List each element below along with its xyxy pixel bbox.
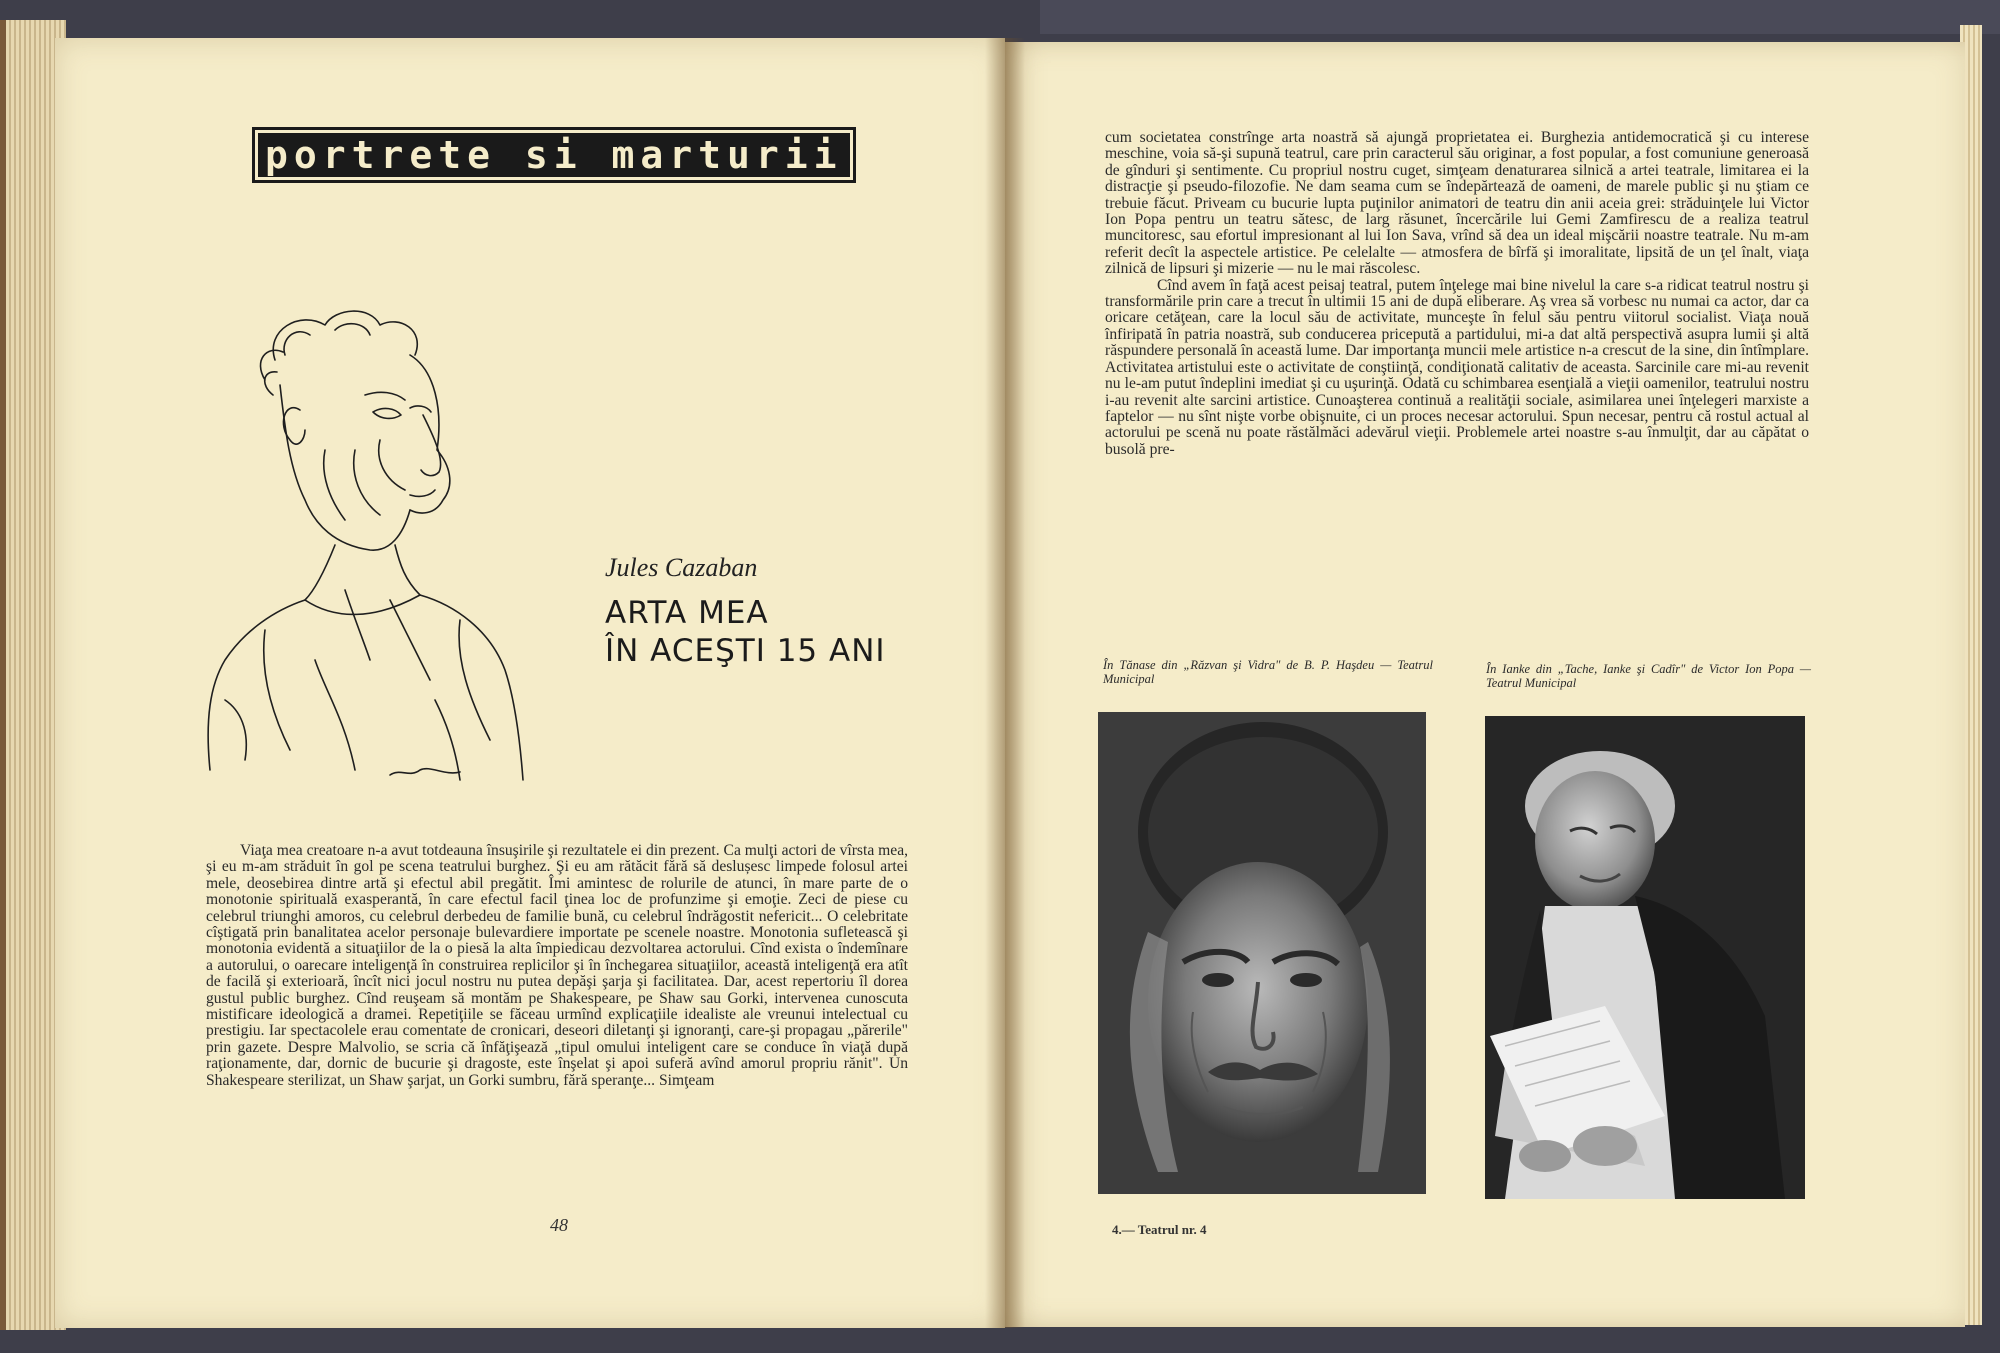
left-body-text: Viaţa mea creatoare n-a avut totdeauna însuşirile şi rezultatele ei din prezent. Ca mulţi actori de vîrsta mea, şi eu m-am străduit în gol pe scena teatrului burghez. Şi eu am rătăcit fără să deslușesc limpede folosul artei mele, deosebirea dintre artă şi efectul abil pregătit. Îmi amintesc de rolurile de atunci, în mare parte de o monotonie spirituală exasperantă, în care efectul facil ţinea loc de profunzime şi emoţie. Zeci de piese cu celebrul triunghi amoros, cu celebrul derbedeu de familie bună, cu celebrul îndrăgostit nefericit... O celebritate cîştigată prin banalitatea acelor personaje bulevardiere importate pe scenele noastre. Monotonia sufletească şi monotonia evidentă a situaţiilor de la o piesă la alta împiedicau dezvoltarea actorului. Cînd exista o îndemînare a autorului, o oarecare inteligenţă în construirea replicilor şi în închegarea situaţiilor, această inteligenţă era atît de facilă şi exterioară, încît nici jocul nostru nu putea depăşi şarja şi facilitatea. Dar, acest repertoriu îl dorea gustul public burghez. Cînd reuşeam să montăm pe Shakespeare, pe Shaw sau Gorki, intervenea cunoscuta mistificare ideologică a dramei. Repetiţiile se făceau urmînd explicaţiile idealiste ale vreunui intelectual cu prestigiu. Iar spectacolele erau comentate de cronicari, deseori diletanţi şi ignoranţi, care-şi propagau „părerile" prin gazete. Despre Malvolio, se scria că înfăţişează „tipul omului inteligent care se conduce în viaţă după raţionamente, dar, dornic de bucurie şi dragoste, este înşelat şi apoi suferă avînd amorul propriu rănit". Un Shakespeare sterilizat, un Shaw şarjat, un Gorki sumbru, fără speranţe... Simţeam: [206, 842, 909, 1089]
article-title-line-1: ARTA MEA: [605, 595, 769, 631]
photo-tanase: [1098, 712, 1426, 1194]
photo-ianke-image: [1485, 716, 1805, 1199]
page-signature-right: 4.— Teatrul nr. 4: [1112, 1222, 1207, 1237]
article-title-line-2: ÎN ACEŞTI 15 ANI: [605, 633, 886, 669]
portrait-sketch: [205, 300, 545, 790]
photo-tanase-image: [1098, 712, 1426, 1194]
section-header: [255, 130, 855, 180]
photo-caption-1: În Tănase din „Răzvan şi Vidra" de B. P. Haşdeu — Teatrul Municipal: [1103, 658, 1433, 686]
photo-ianke: [1485, 716, 1805, 1199]
book-gutter: [985, 38, 1025, 1328]
photo-caption-2: În Ianke din „Tache, Ianke şi Cadîr" de Victor Ion Popa — Teatrul Municipal: [1486, 662, 1811, 690]
section-header-text: portrete si marturii: [255, 130, 853, 180]
right-paragraph-2: Cînd avem în faţă acest peisaj teatral, putem înţelege mai bine nivelul la care s-a ridicat teatrul nostru şi transformările prin care a trecut în ultimii 15 ani de după eliberare. Aş vrea să vorbesc nu numai ca actor, dar ca oricare cetăţean, care la locul său de activitate, munceşte în felul său pentru viitorul socialist. Viaţa nouă înfiripată în patria noastră, sub conducerea pricepută a partidului, mi-a dat altă perspectivă asupra lumii şi altă răspundere personală în această lume. Dar importanţa muncii mele artistice n-a crescut de la sine, din întîmplare. Activitatea artistului este o activitate de conştiinţă, condiţionată calitativ de aceasta. Sarcinile care mi-au revenit nu le-am putut îndeplini imediat şi cu uşurinţă. Odată cu schimbarea esenţială a vieţii oamenilor, teatrului nostru i-au revenit alte sarcini artistice. Cunoaşterea continuă a realităţii sociale, asimilarea unei înţelegeri marxiste a faptelor — nu sînt nişte vorbe obişnuite, ci un proces necesar actorului. Spun necesar, pentru că rostul actual al actorului pe scenă nu poate răstălmăci adevărul vieţii. Problemele artei noastre s-au înmulţit, dar au căpătat o busolă pre-: [1105, 276, 1809, 458]
right-paragraph-1: cum societatea constrînge arta noastră să ajungă proprietatea ei. Burghezia antidemocratică şi cu interese meschine, voia să-şi supună teatrul, care prin caracterul său originar, a fost popular, a fost comuniune generoasă de gînduri şi sentimente. Cu propriul nostru cuget, simţeam denaturarea silnică a artei teatrale, limitarea ei la distracţie şi pseudo-filozofie. Ne dam seama cum se îndepărtează de oameni, de marele public şi nu ştiam ce trebuie făcut. Priveam cu bucurie lupta puţinilor animatori de teatru din anii aceia grei: străduinţele lui Victor Ion Popa pentru un teatru sătesc, de larg răsunet, încercările lui Gemi Zamfirescu de a realiza teatrul muncitoresc, sau efortul impresionant al lui Ion Sava, vrînd să dea un ideal mişcării noastre teatrale. Nu m-am referit decît la aspectele artistice. Pe celelalte — atmosfera de bîrfă şi imoralitate, lipsită de un ţel înalt, viaţa zilnică de lipsuri şi mizerie — nu le mai răscolesc.: [1105, 129, 1809, 278]
book-cover-top: [1040, 0, 2000, 34]
article-author: Jules Cazaban: [605, 553, 758, 582]
right-body-text: [1105, 130, 1809, 458]
page-number-left: 48: [550, 1215, 568, 1235]
